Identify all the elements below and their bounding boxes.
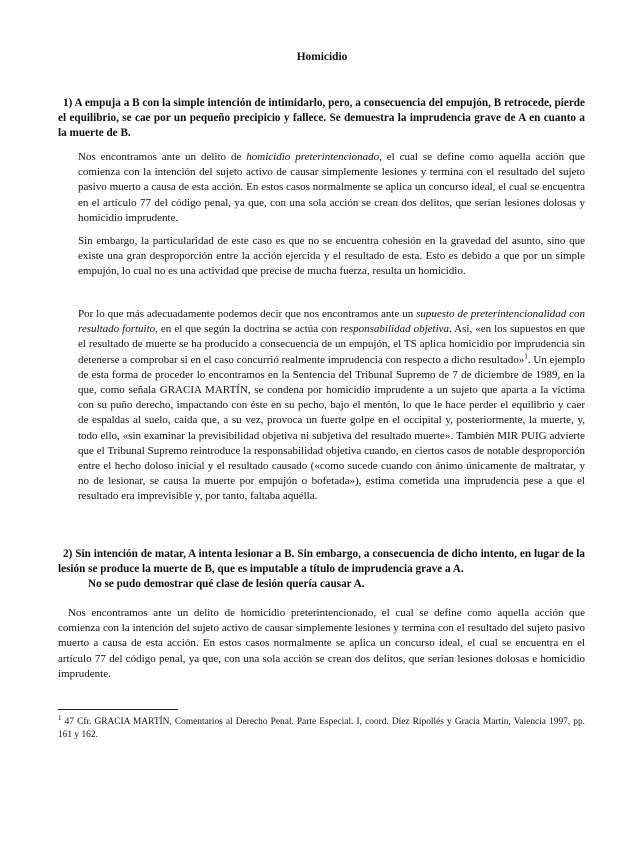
footnote: $^1$ 47 Cfr. GRACIA MARTÍN, Comentarios al Derecho Penal. Parte Especial. I, coord. Díez Ripollés y Gracia Martín, Valencia 1997, pp. 161 y 162. [58, 713, 585, 740]
case-2-heading: 2) Sin intención de matar, A intenta lesionar a B. Sin embargo, a consecuencia de dicho intento, en lugar de la lesión se produce la muerte de B, que es imputable a título de imprudencia grave a A. No se pudo demostrar qué clase de lesión quería causar A. [58, 548, 585, 591]
emphasis-term: homicidio preterintencionado [246, 151, 380, 163]
footnote-reference[interactable]: 1 [524, 351, 528, 360]
case-1-heading: 1) A empuja a B con la simple intención de intimidarlo, pero, a consecuencia del empujón, B retrocede, pierde el equilibrio, se cae por un pequeño precipicio y fallece. Se demuestra la imprudencia grave de A en cuanto a la muerte de B. [58, 97, 585, 140]
case-1-paragraph-3: Por lo que más adecuadamente podemos decir que nos encontramos ante un supuesto de preterintencionalidad con resultado fortuito, en el que según la doctrina se actúa con responsabilidad objetiva. Así, «en los supuestos en que el resultado de muerte se ha producido a consecuencia de un empujón, el TS aplica homicidio por imprudencia sin detenerse a comprobar si en el caso concurrió realmente imprudencia con respecto a dicho resultado»$^1$. Un ejemplo de esta forma de proceder lo encontramos en la Sentencia del Tribunal Supremo de 7 de diciembre de 1989, en la que, como señala GRACIA MARTÍN, se condena por homicidio imprudente a un sujeto que aparta a la víctima con su puño derecho, impactando con éste en su pecho, bajo el mentón, lo que le hace perder el equilibrio y caer de espaldas al suelo, caída que, a su vez, provoca un fuerte golpe en el occipital y, posteriormente, la muerte, y, todo ello, «sin examinar la previsibilidad objetiva ni subjetiva del resultado muerte». También MIR PUIG advierte que el Tribunal Supremo reintroduce la responsabilidad objetiva cuando, en ciertos casos de notable desproporción entre el hecho doloso inicial y el resultado causado («como sucede cuando con ánimo únicamente de maltratar, y no de lesionar, se causa la muerte por empujón o bofetada»), estima cometida una imprudencia pese a que el resultado era imprevisible y, por tanto, faltaba aquélla. [78, 308, 586, 503]
case-2-paragraph-1: Nos encontramos ante un delito de homicidio preterintencionado, el cual se define como aquella acción que comienza con la intención del sujeto activo de causar simplemente lesiones y termina con el resultado del sujeto pasivo muerto a causa de esta acción. En estos casos normalmente se aplica un concurso ideal, el cual se encuentra en el artículo 77 del código penal, ya que, con una sola acción se crean dos delitos, que serían lesiones dolosas e homicidio imprudente. [58, 607, 585, 680]
footnote-divider [58, 709, 178, 710]
case-1-paragraph-1: Nos encontramos ante un delito de homicidio preterintencionado, el cual se define como aquella acción que comienza con la intención del sujeto activo de causar simplemente lesiones y termina con el resultado del sujeto pasivo muerto a causa de esta acción. En estos casos normalmente se aplica un concurso ideal, el cual se encuentra en el artículo 77 del código penal, ya que, con una sola acción se crean dos delitos, que serían lesiones dolosas y homicidio imprudente. [78, 151, 585, 224]
document-title: Homicidio [296, 51, 348, 63]
emphasis-term: responsabilidad objetiva [340, 323, 450, 336]
emphasis-term: supuesto de preterintencionalidad con resultado fortuito [78, 308, 585, 336]
case-1-paragraph-2: Sin embargo, la particularidad de este caso es que no se encuentra cohesión en la gravedad del asunto, sino que existe una gran desproporción entre la acción ejercida y el resultado de esta. Esto es debido a que por un simple empujón, lo cual no es una actividad que precise de mucha fuerza, resulta un homicidio. [78, 235, 585, 278]
footnote-marker: 1 [58, 713, 62, 722]
